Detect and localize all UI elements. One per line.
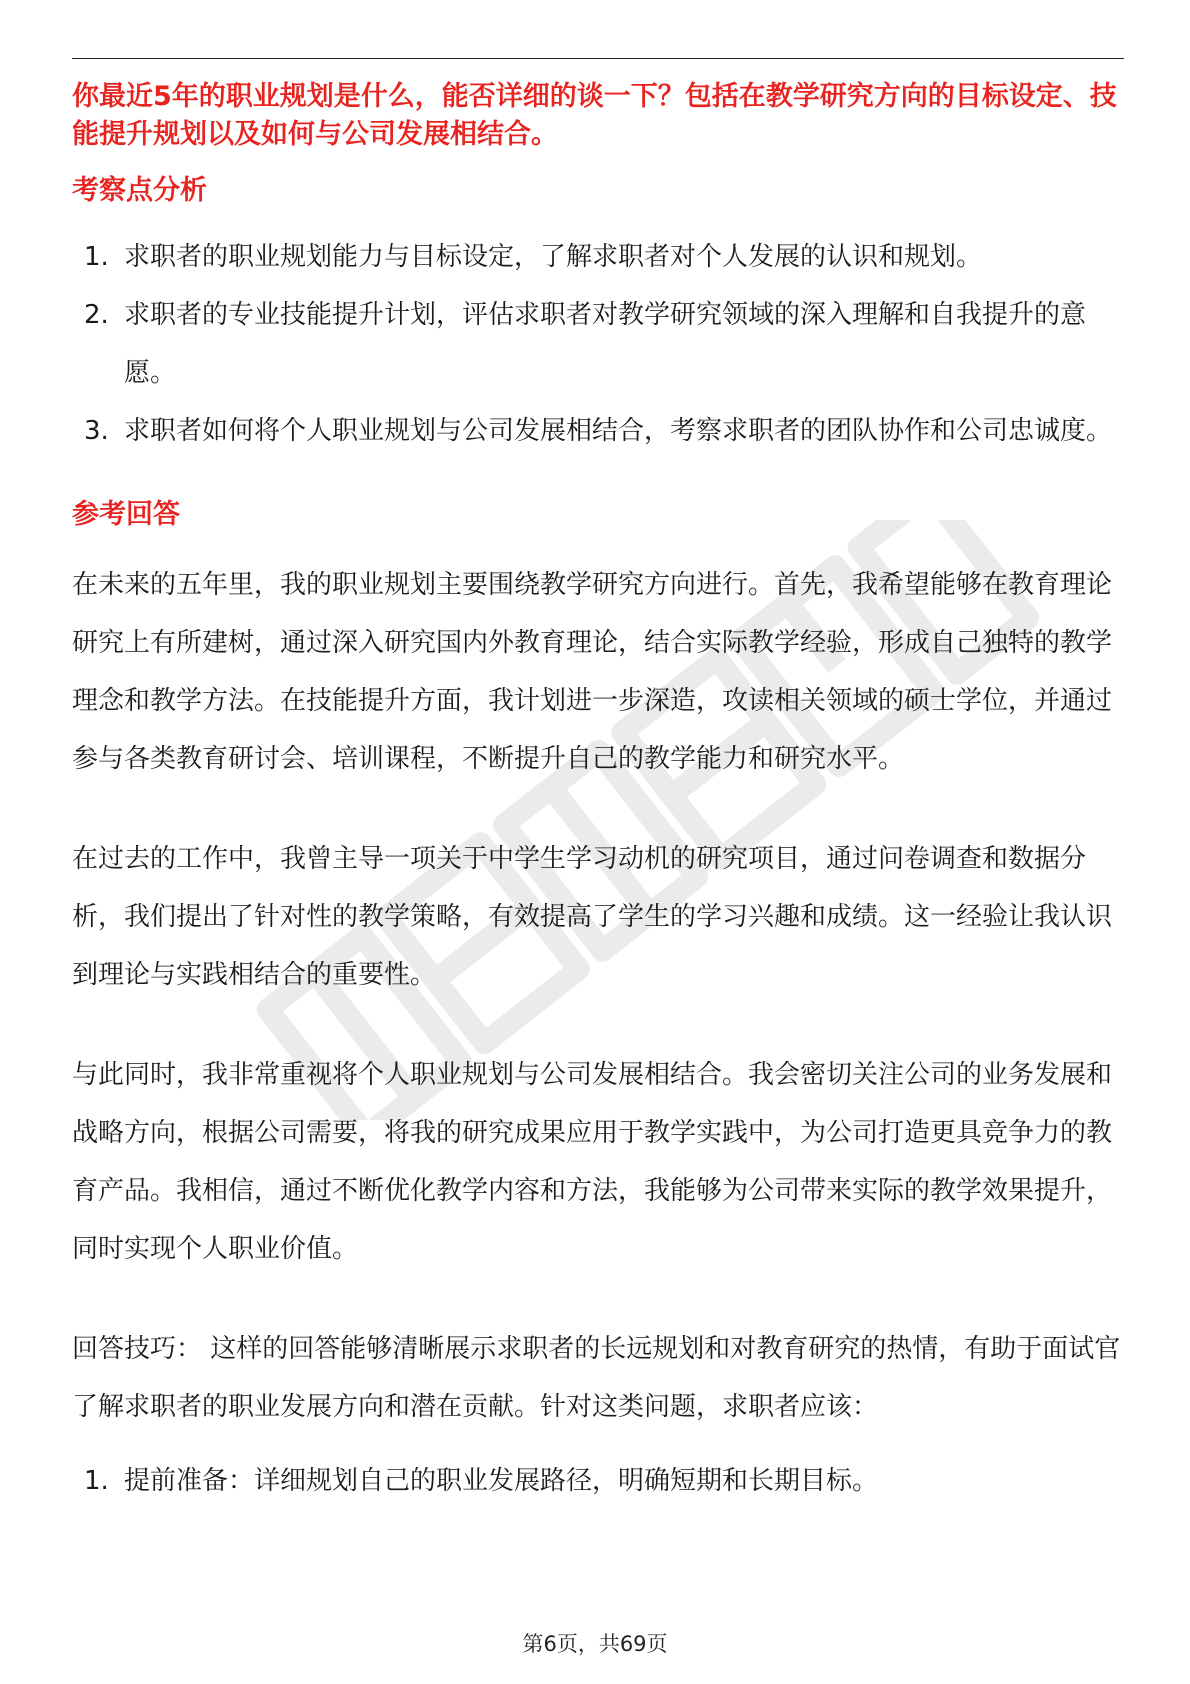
tips-paragraph: 回答技巧： 这样的回答能够清晰展示求职者的长远规划和对教育研究的热情，有助于面试官了解求职者的职业发展方向和潜在贡献。针对这类问题，求职者应该：: [72, 1334, 1121, 1422]
list-text: 求职者的职业规划能力与目标设定，了解求职者对个人发展的认识和规划。: [124, 242, 983, 272]
list-item: [72, 228, 1124, 286]
document-body: [72, 78, 1124, 1510]
list-number: 2.: [84, 300, 109, 330]
analysis-heading: 考察点分析: [72, 175, 207, 206]
list-number: 1.: [84, 1466, 109, 1496]
question-heading: 你最近5年的职业规划是什么，能否详细的谈一下？包括在教学研究方向的目标设定、技能提升规划以及如何与公司发展相结合。: [72, 81, 1117, 150]
list-number: 1.: [84, 242, 109, 272]
page-number: 第6页，共69页: [522, 1632, 668, 1656]
tips-list: [72, 1452, 1124, 1510]
answer-paragraph: 在过去的工作中，我曾主导一项关于中学生学习动机的研究项目，通过问卷调查和数据分析，我们提出了针对性的教学策略，有效提高了学生的学习兴趣和成绩。这一经验让我认识到理论与实践相结合的重要性。: [72, 844, 1113, 990]
answer-heading: 参考回答: [72, 499, 180, 530]
answer-paragraph: 在未来的五年里，我的职业规划主要围绕教学研究方向进行。首先，我希望能够在教育理论研究上有所建树，通过深入研究国内外教育理论，结合实际教学经验，形成自己独特的教学理念和教学方法。在技能提升方面，我计划进一步深造，攻读相关领域的硕士学位，并通过参与各类教育研讨会、培训课程，不断提升自己的教学能力和研究水平。: [72, 570, 1113, 774]
list-text: 求职者如何将个人职业规划与公司发展相结合，考察求职者的团队协作和公司忠诚度。: [124, 416, 1113, 446]
list-number: 3.: [84, 416, 109, 446]
answer-paragraph: 与此同时，我非常重视将个人职业规划与公司发展相结合。我会密切关注公司的业务发展和战略方向，根据公司需要，将我的研究成果应用于教学实践中，为公司打造更具竞争力的教育产品。我相信，通过不断优化教学内容和方法，我能够为公司带来实际的教学效果提升，同时实现个人职业价值。: [72, 1060, 1113, 1264]
list-item: [72, 1452, 1124, 1510]
list-text: 求职者的专业技能提升计划，评估求职者对教学研究领域的深入理解和自我提升的意愿。: [124, 300, 1087, 388]
list-item: [72, 286, 1124, 402]
list-item: [72, 402, 1124, 460]
top-divider: [72, 58, 1124, 59]
analysis-list: [72, 228, 1124, 460]
list-text: 提前准备：详细规划自己的职业发展路径，明确短期和长期目标。: [124, 1466, 879, 1496]
